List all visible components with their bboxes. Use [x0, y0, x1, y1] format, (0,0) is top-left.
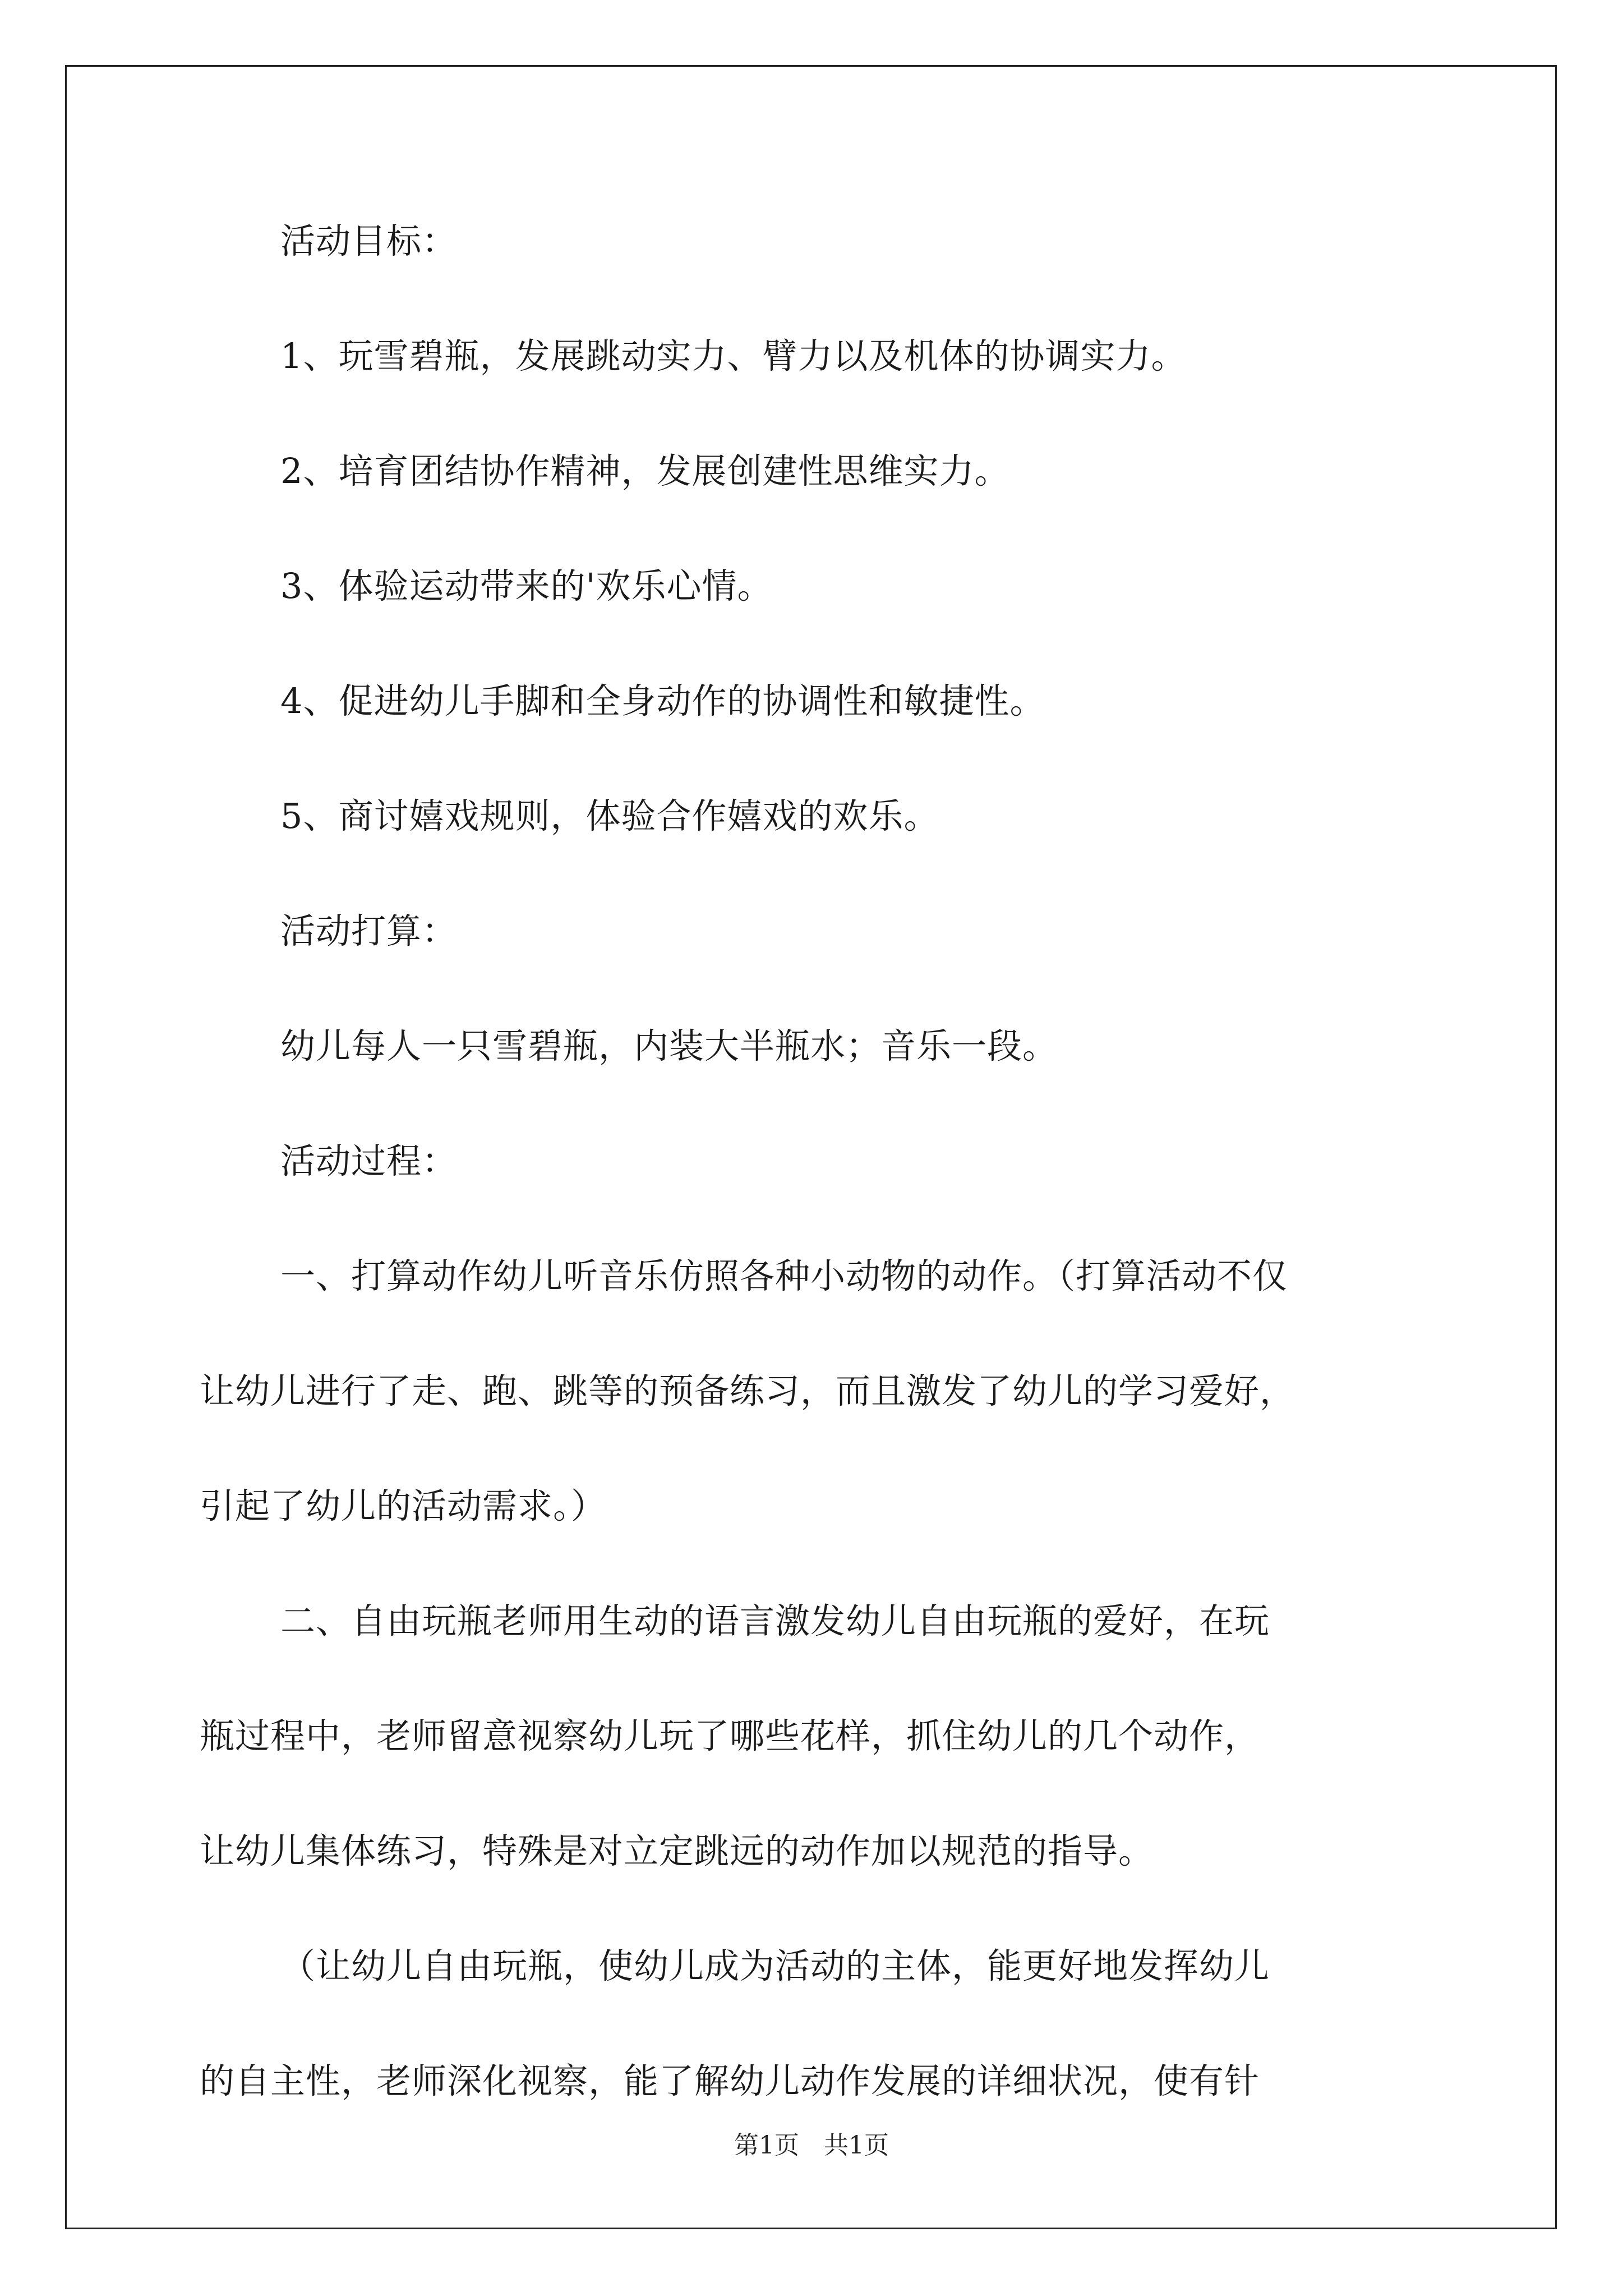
process-step-1-line-1: 一、打算动作幼儿听音乐仿照各种小动物的动作。（打算活动不仅	[280, 1255, 1288, 1296]
goal-item-4: 4、促进幼儿手脚和全身动作的协调性和敏捷性。	[280, 680, 1045, 721]
goal-item-5: 5、商讨嬉戏规则，体验合作嬉戏的欢乐。	[280, 795, 939, 836]
goal-item-1: 1、玩雪碧瓶，发展跳动实力、臂力以及机体的协调实力。	[280, 335, 1187, 376]
process-note-line-1: （让幼儿自由玩瓶，使幼儿成为活动的主体，能更好地发挥幼儿	[280, 1945, 1270, 1986]
section-heading-preparation: 活动打算：	[280, 910, 458, 951]
process-step-1-line-3: 引起了幼儿的活动需求。）	[200, 1485, 607, 1526]
page-footer: 第1页 共1页	[734, 2131, 889, 2160]
preparation-text: 幼儿每人一只雪碧瓶，内装大半瓶水；音乐一段。	[280, 1025, 1058, 1066]
process-step-2-line-3: 让幼儿集体练习，特殊是对立定跳远的动作加以规范的指导。	[200, 1830, 1154, 1871]
goal-item-2: 2、培育团结协作精神，发展创建性思维实力。	[280, 450, 1010, 491]
section-heading-process: 活动过程：	[280, 1140, 458, 1181]
process-step-2-line-1: 二、自由玩瓶老师用生动的语言激发幼儿自由玩瓶的爱好，在玩	[280, 1600, 1270, 1641]
process-step-2-line-2: 瓶过程中，老师留意视察幼儿玩了哪些花样，抓住幼儿的几个动作，	[200, 1715, 1260, 1756]
process-step-1-line-2: 让幼儿进行了走、跑、跳等的预备练习，而且激发了幼儿的学习爱好，	[200, 1370, 1295, 1411]
goal-item-3: 3、体验运动带来的'欢乐心情。	[280, 565, 773, 606]
process-note-line-2: 的自主性，老师深化视察，能了解幼儿动作发展的详细状况，使有针	[200, 2060, 1260, 2101]
section-heading-goals: 活动目标：	[280, 220, 458, 261]
